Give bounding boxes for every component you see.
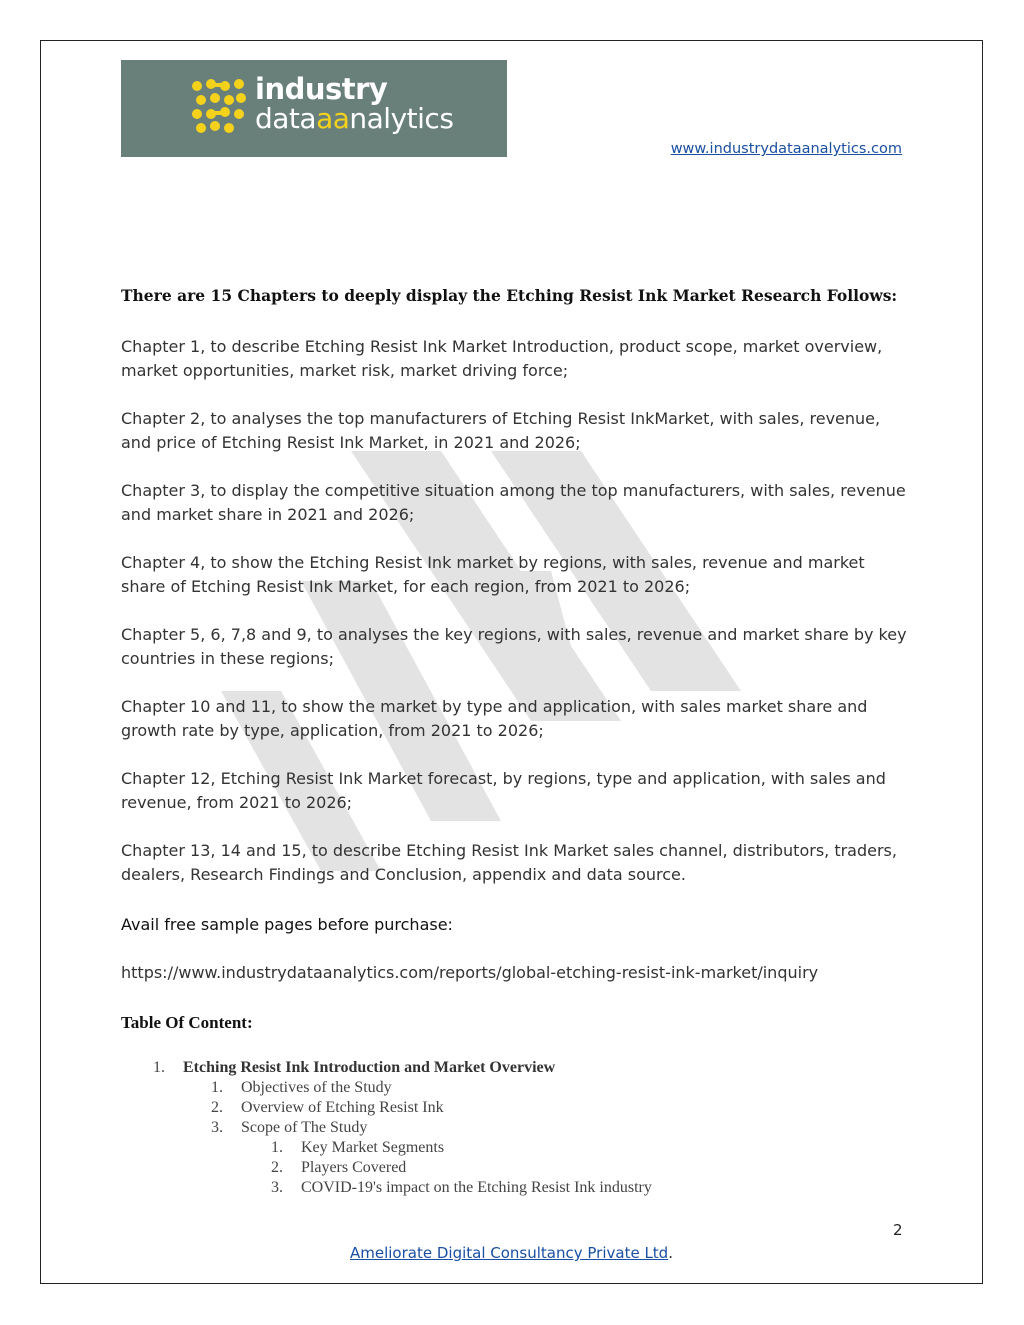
chapter-list	[121, 335, 911, 911]
toc-item-1-2: 2. Overview of Etching Resist Ink	[211, 1099, 444, 1116]
sample-pages-label: Avail free sample pages before purchase:	[121, 915, 453, 934]
toc-item-1-3-2: 2. Players Covered	[271, 1159, 407, 1176]
footer: Ameliorate Digital Consultancy Private Ltd.	[350, 1244, 673, 1262]
toc-item-1: 1. Etching Resist Ink Introduction and Market Overview	[153, 1059, 556, 1076]
chapter-item: Chapter 13, 14 and 15, to describe Etching Resist Ink Market sales channel, distributors, traders, dealers, Research Findings and Conclusion, appendix and data source.	[121, 841, 897, 884]
chapter-item: Chapter 5, 6, 7,8 and 9, to analyses the key regions, with sales, revenue and market share by key countries in these regions;	[121, 625, 907, 668]
chapter-item: Chapter 10 and 11, to show the market by type and application, with sales market share and growth rate by type, application, from 2021 to 2026;	[121, 697, 868, 740]
toc-item-1-3-1: 1. Key Market Segments	[271, 1139, 445, 1156]
chapter-item: Chapter 4, to show the Etching Resist Ink market by regions, with sales, revenue and market share of Etching Resist Ink Market, for each region, from 2021 to 2026;	[121, 553, 865, 596]
sample-request-url[interactable]: https://www.industrydataanalytics.com/reports/global-etching-resist-ink-market/inquiry	[121, 963, 819, 982]
logo-wordmark-bottom: dataaanalytics	[255, 102, 454, 135]
chapter-item: Chapter 1, to describe Etching Resist Ink Market Introduction, product scope, market overview, market opportunities, market risk, market driving force;	[121, 337, 883, 380]
document-page	[40, 40, 983, 1284]
chapter-item: Chapter 12, Etching Resist Ink Market forecast, by regions, type and application, with sales and revenue, from 2021 to 2026;	[121, 769, 886, 812]
company-logo	[121, 60, 507, 157]
toc-item-1-1: 1. Objectives of the Study	[211, 1079, 392, 1096]
website-link[interactable]: www.industrydataanalytics.com	[670, 141, 902, 157]
toc-title: Table Of Content:	[121, 1013, 253, 1032]
chapters-heading: There are 15 Chapters to deeply display the Etching Resist Ink Market Research Follows:	[121, 286, 898, 305]
toc-item-1-3: 3. Scope of The Study	[211, 1119, 368, 1136]
company-link[interactable]: Ameliorate Digital Consultancy Private Ltd	[350, 1244, 669, 1262]
toc-item-1-3-3: 3. COVID-19's impact on the Etching Resist Ink industry	[271, 1179, 652, 1196]
chapter-item: Chapter 2, to analyses the top manufacturers of Etching Resist InkMarket, with sales, revenue, and price of Etching Resist Ink Market, in 2021 and 2026;	[121, 409, 881, 452]
page-number: 2	[893, 1221, 903, 1239]
logo-wordmark-top: industry	[255, 72, 388, 106]
dots-logo-icon	[191, 78, 247, 134]
chapter-item: Chapter 3, to display the competitive situation among the top manufacturers, with sales, revenue and market share in 2021 and 2026;	[121, 481, 906, 524]
